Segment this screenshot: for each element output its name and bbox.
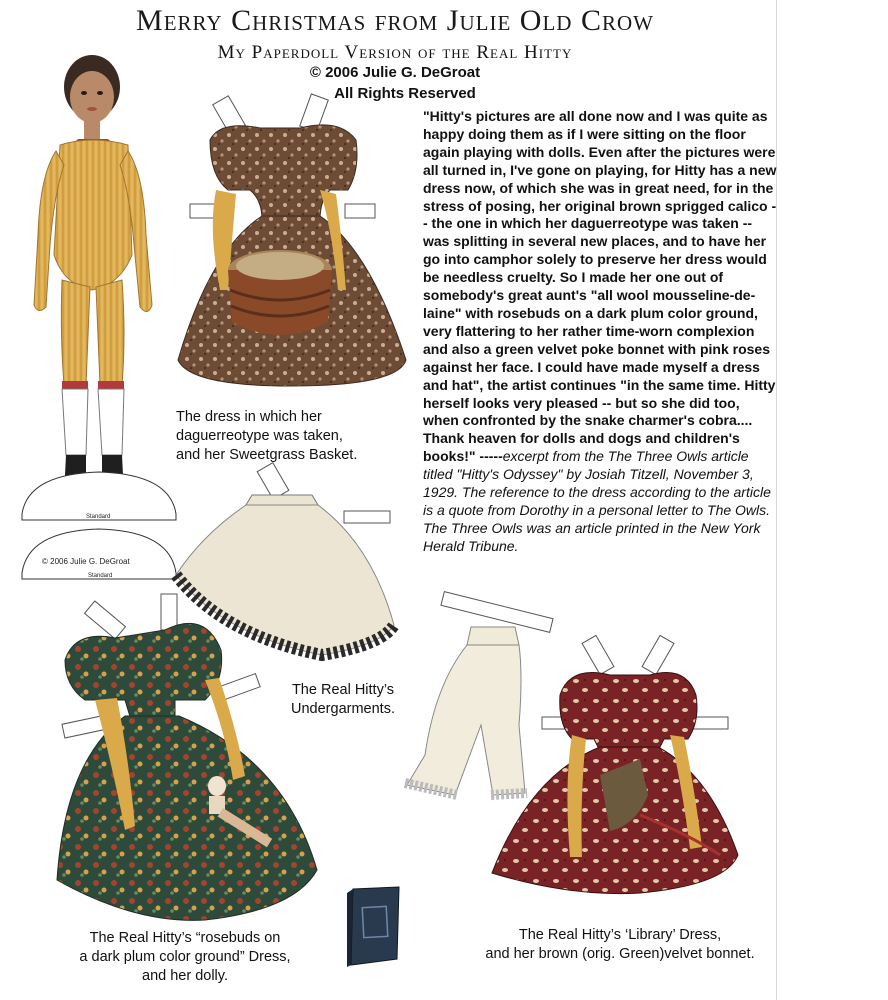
caption-brown-dress (176, 408, 357, 465)
caption-line: The Real Hitty’s “rosebuds on (89, 930, 281, 946)
copyright-line: © 2006 Julie G. DeGroat (309, 64, 481, 81)
quote-dashes: ----- (475, 448, 503, 465)
quote-block (423, 108, 778, 556)
page-subtitle: My Paperdoll Version of the Real Hitty (217, 42, 573, 63)
doll-figure (20, 55, 180, 515)
page-title: Merry Christmas from Julie Old Crow (136, 4, 654, 37)
rights-line: All Rights Reserved (334, 85, 476, 102)
caption-line: Undergarments. (291, 701, 395, 717)
caption-library-dress (455, 926, 785, 964)
brown-dress (170, 90, 415, 390)
stand-copyright: © 2006 Julie G. DeGroat (42, 557, 130, 566)
caption-line: The Real Hitty’s (291, 682, 395, 698)
stand-1-label: Standard (86, 514, 111, 520)
caption-line: a dark plum color ground” Dress, (79, 949, 291, 965)
caption-line: and her Sweetgrass Basket. (176, 447, 358, 463)
rosebud-dress (55, 590, 320, 925)
library-dress (490, 635, 740, 895)
quote-bold-text: "Hitty's pictures are all done now and I was quite as happy doing them as if I were sitting on the floor again playing with dolls. Even after the pictures were all turned in, I've gone on playing, for Hitty has a new dress now, of which she was in great need, for in the stress of posing, her original brown sprigged calico -- the one in which her daguerreotype was taken -- was splitting in several new places, and to have her go into camphor solely to preserve her dress would be needless cruelty. So I made her one out of somebody's great aunt's "all wool mousseline-de-laine" with rosebuds on a dark plum color ground, very flattering to her rather time-worn complexion and also a green velvet poke bonnet with pink roses against her face. I could have made myself a dress and hat", the artist continues "in the same time. Hitty herself looks very pleased -- but so she did too, when confronted by the snake charmer's cobra.... Thank heaven for dolls and dogs and children's books!" (423, 108, 777, 465)
caption-rosebud-dress (55, 929, 315, 986)
doll-stand-1 (20, 470, 178, 522)
caption-line: and her brown (orig. Green)velvet bonnet. (485, 946, 755, 962)
caption-line: and her dolly. (142, 968, 228, 984)
caption-line: daguerreotype was taken, (176, 428, 343, 444)
doll-stand-2 (20, 527, 178, 582)
stand-2-label: Standard (88, 573, 113, 579)
book-icon (345, 885, 405, 970)
quote-citation: excerpt from the The Three Owls article titled "Hitty's Odyssey" by Josiah Titzell, November 3, 1929. The reference to the dress according to the article is a quote from Dorothy in a personal letter to The Owls. The Three Owls was an article printed in the New York Herald Tribune. (423, 448, 771, 554)
caption-line: The dress in which her (176, 409, 322, 425)
caption-line: The Real Hitty’s ‘Library’ Dress, (518, 927, 722, 943)
